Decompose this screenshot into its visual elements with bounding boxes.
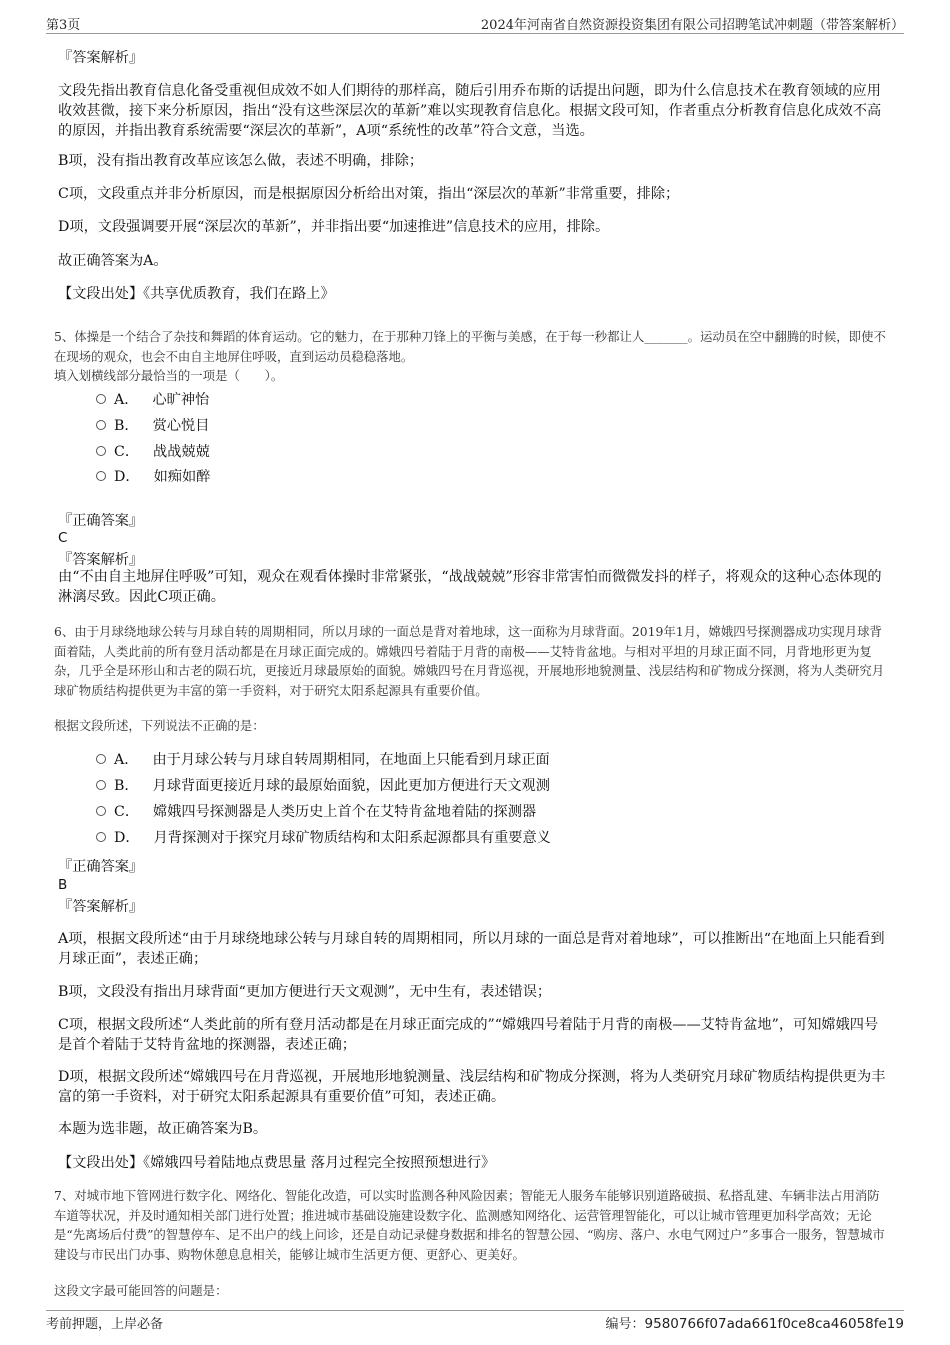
q4-option-d-analysis: D项，文段强调要开展“深层次的革新”，并非指出要“加速推进”信息技术的应用，排除。 [58, 219, 610, 235]
q6-option-c[interactable]: C． 嫦娥四号探测器是人类历史上首个在艾特肯盆地着陆的探测器 [96, 802, 536, 822]
q6-prompt: 根据文段所述，下列说法不正确的是： [54, 718, 265, 733]
header-divider [46, 33, 904, 34]
q7-prompt: 这段文字最可能回答的问题是： [54, 1283, 228, 1298]
q6-option-d-analysis: D项，根据文段所述“嫦娥四号在月背巡视，开展地形地貌测量、浅层结构和矿物成分探测，将为人类研究月球矿物质结构提供更为丰富的第一手资料，对于研究太阳系起源具有重要价值”可知，表述正确。 [58, 1069, 886, 1105]
q4-option-b-analysis: B项，没有指出教育改革应该怎么做，表述不明确，排除； [58, 153, 424, 169]
q5-option-b[interactable]: B． 赏心悦目 [96, 416, 209, 436]
q6-conclusion: 本题为选非题，故正确答案为B。 [58, 1121, 268, 1137]
q4-analysis-label: 『答案解析』 [58, 50, 144, 66]
q4-source: 【文段出处】《共享优质教育，我们在路上》 [58, 286, 335, 302]
q5-prompt: 填入划横线部分最恰当的一项是（ ）。 [54, 368, 284, 383]
radio-button-icon[interactable] [96, 832, 106, 842]
q6-stem: 6、由于月球绕地球公转与月球自转的周期相同，所以月球的一面总是背对着地球，这一面称为月球背面。2019年1月，嫦娥四号探测器成功实现月球背面着陆，人类此前的所有登月活动都是在月球正面完成的。嫦娥四号着陆于月背的南极——艾特肯盆地。与相对平坦的月球正面不同，月背地形更为复杂，几乎全是环形山和古老的陨石坑，更接近月球最原始的面貌。嫦娥四号在月背巡视，开展地形地貌测量、浅层结构和矿物成分探测，将为人类研究月球矿物质结构提供更为丰富的第一手资料，对于研究太阳系起源具有重要价值。 [54, 624, 885, 698]
q6-source: 【文段出处】《嫦娥四号着陆地点费思量 落月过程完全按照预想进行》 [58, 1155, 496, 1171]
q5-option-d[interactable]: D． 如痴如醉 [96, 467, 210, 487]
radio-button-icon[interactable] [96, 394, 106, 404]
q5-analysis: 由“不由自主地屏住呼吸”可知，观众在观看体操时非常紧张，“战战兢兢”形容非常害怕而微微发抖的样子，将观众的这种心态体现的淋漓尽致。因此C项正确。 [58, 569, 882, 605]
footer-slogan: 考前押题，上岸必备 [46, 1317, 164, 1332]
footer-divider [46, 1310, 904, 1311]
radio-button-icon[interactable] [96, 754, 106, 764]
document-title: 2024年河南省自然资源投资集团有限公司招聘笔试冲刺题（带答案解析） [480, 18, 904, 33]
radio-button-icon[interactable] [96, 420, 106, 430]
q5-option-a[interactable]: A． 心旷神怡 [96, 390, 209, 410]
q6-analysis-label: 『答案解析』 [58, 899, 144, 915]
q4-option-c-analysis: C项，文段重点并非分析原因，而是根据原因分析给出对策，指出“深层次的革新”非常重要，排除； [58, 186, 680, 202]
radio-button-icon[interactable] [96, 446, 106, 456]
q5-correct-answer: C [58, 530, 68, 546]
code-label: 编号： [605, 1317, 645, 1332]
q6-option-a[interactable]: A． 由于月球公转与月球自转周期相同，在地面上只能看到月球正面 [96, 750, 550, 770]
q6-option-c-analysis: C项，根据文段所述“人类此前的所有登月活动都是在月球正面完成的”“嫦娥四号着陆于月背的南极——艾特肯盆地”，可知嫦娥四号是首个着陆于艾特肯盆地的探测器，表述正确； [58, 1017, 879, 1053]
q6-correct-label: 『正确答案』 [58, 859, 144, 875]
code-value: 9580766f07ada661f0ce8ca46058fe19 [644, 1316, 904, 1332]
q6-option-b-analysis: B项，文段没有指出月球背面“更加方便进行天文观测”，无中生有，表述错误； [58, 984, 552, 1000]
q4-conclusion: 故正确答案为A。 [58, 253, 168, 269]
q6-correct-answer: B [58, 877, 68, 893]
q5-analysis-label: 『答案解析』 [58, 552, 144, 568]
page-number: 第3页 [46, 18, 81, 33]
q5-option-c[interactable]: C． 战战兢兢 [96, 442, 210, 462]
q4-analysis-paragraph: 文段先指出教育信息化备受重视但成效不如人们期待的那样高，随后引用乔布斯的话提出问题，即为什么信息技术在教育领域的应用收效甚微，接下来分析原因，指出“没有这些深层次的革新”难以实现教育信息化。根据文段可知，作者重点分析教育信息化成效不高的原因，并指出教育系统需要“深层次的革新”，A项“系统性的改革”符合文意，当选。 [58, 83, 882, 139]
q7-stem: 7、对城市地下管网进行数字化、网络化、智能化改造，可以实时监测各种风险因素；智能无人服务车能够识别道路破损、私搭乱建、车辆非法占用消防车道等状况，并及时通知相关部门进行处置；推进城市基础设施建设数字化、监测感知网络化、运营管理智能化，可以让城市管理更加科学高效；无论是“先离场后付费”的智慧停车、足不出户的线上问诊，还是自动记录健身数据和排名的智慧公园、“购房、落户、水电气网过户”多事合一服务，智慧城市建设与市民出门办事、购物休憩息息相关，能够让城市生活更方便、更舒心、更美好。 [54, 1188, 885, 1262]
radio-button-icon[interactable] [96, 471, 106, 481]
q6-option-a-analysis: A项，根据文段所述“由于月球绕地球公转与月球自转的周期相同，所以月球的一面总是背对着地球”，可以推断出“在地面上只能看到月球正面”，表述正确； [58, 931, 885, 967]
q6-option-d[interactable]: D． 月背探测对于探究月球矿物质结构和太阳系起源都具有重要意义 [96, 828, 551, 848]
q5-stem: 5、体操是一个结合了杂技和舞蹈的体育运动。它的魅力，在于那种刀锋上的平衡与美感，在于每一秒都让人_______。运动员在空中翻腾的时候，即使不在现场的观众，也会不由自主地屏住呼吸，直到运动员稳稳落地。 [54, 329, 886, 364]
radio-button-icon[interactable] [96, 780, 106, 790]
q6-option-b[interactable]: B． 月球背面更接近月球的最原始面貌，因此更加方便进行天文观测 [96, 776, 550, 796]
radio-button-icon[interactable] [96, 806, 106, 816]
q5-correct-label: 『正确答案』 [58, 513, 144, 529]
document-code [606, 1313, 905, 1332]
